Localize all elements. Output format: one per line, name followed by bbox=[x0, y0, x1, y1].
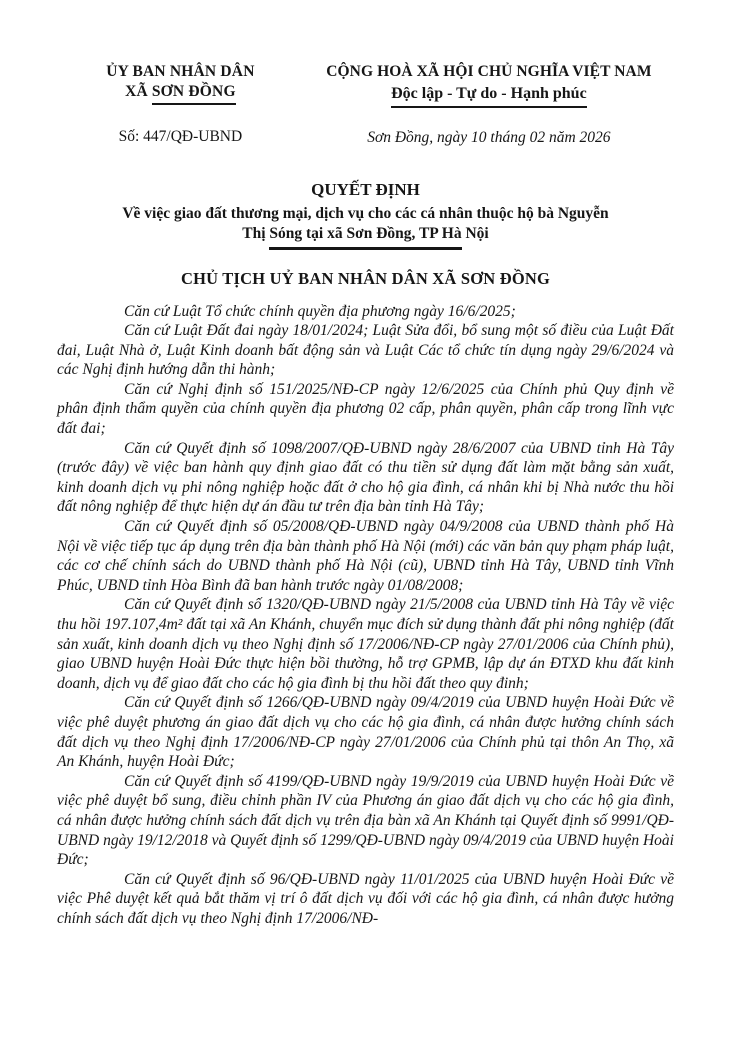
issuing-authority-line2 bbox=[57, 82, 304, 105]
motto-line-wrap bbox=[304, 85, 674, 108]
deciding-authority-line: CHỦ TỊCH UỶ BAN NHÂN DÂN XÃ SƠN ĐỒNG bbox=[181, 268, 550, 288]
subject-line-2: Thị Sóng tại xã Sơn Đồng, TP Hà Nội bbox=[242, 225, 489, 242]
legal-basis-paragraph: Căn cứ Nghị định số 151/2025/NĐ-CP ngày 12/6/2025 của Chính phủ Quy định về phân định thẩm quyền của chính quyền địa phương 02 cấp, phân quyền, phân cấp trong lĩnh vực đất đai; bbox=[57, 380, 674, 438]
national-motto-block bbox=[304, 62, 674, 147]
legal-basis-paragraph: Căn cứ Quyết định số 1320/QĐ-UBND ngày 21/5/2008 của UBND tỉnh Hà Tây về việc thu hồi 197.107,4m² đất tại xã An Khánh, chuyển mục đích sử dụng thành đất phi nông nghiệp (đất sản xuất, kinh doanh dịch vụ theo Nghị định số 17/2006/NĐ-CP ngày 27/01/2006 của Chính phủ), giao UBND huyện Hoài Đức thực hiện bồi thường, hỗ trợ GPMB, lập dự án ĐTXD khu đất kinh doanh, dịch vụ để giao đất cho các hộ gia đình bị thu hồi đất theo quy đinh; bbox=[57, 596, 674, 692]
legal-basis-paragraph: Căn cứ Quyết định số 05/2008/QĐ-UBND ngày 04/9/2008 của UBND thành phố Hà Nội về việc tiếp tục áp dụng trên địa bàn thành phố Hà Nội (mới) các văn bản quy phạm pháp luật, các cơ chế chính sách do UBND thành phố Hà Nội (cũ), UBND tỉnh Hà Tây, UBND tỉnh Vĩnh Phúc, UBND tỉnh Hòa Bình đã ban hành trước ngày 01/08/2008; bbox=[57, 518, 674, 594]
national-header-line: CỘNG HOÀ XÃ HỘI CHỦ NGHĨA VIỆT NAM bbox=[326, 63, 652, 80]
subject-line-1: Về việc giao đất thương mại, dịch vụ cho các cá nhân thuộc hộ bà Nguyễn bbox=[122, 205, 609, 222]
issuing-authority-line1: ỦY BAN NHÂN DÂN bbox=[106, 63, 255, 80]
legal-basis-paragraph: Căn cứ Quyết định số 4199/QĐ-UBND ngày 19/9/2019 của UBND huyện Hoài Đức về việc phê duyệt bổ sung, điều chỉnh phần IV của Phương án giao đất dịch vụ cho các hộ gia đình, cá nhân được hưởng chính sách đất dịch vụ trên địa bàn xã An Khánh tại Quyết định số 9991/QĐ-UBND ngày 19/12/2018 và Quyết định số 1299/QĐ-UBND ngày 09/4/2019 của UBND huyện Hoài Đức; bbox=[57, 772, 674, 869]
document-type-title: QUYẾT ĐỊNH bbox=[311, 180, 420, 199]
place-and-date: Sơn Đồng, ngày 10 tháng 02 năm 2026 bbox=[367, 129, 611, 146]
issuing-authority-name: SƠN ĐỒNG bbox=[152, 82, 236, 105]
legal-basis-paragraph: Căn cứ Quyết định số 1098/2007/QĐ-UBND ngày 28/6/2007 của UBND tỉnh Hà Tây (trước đây) về việc ban hành quy định giao đất có thu tiền sử dụng đất làm mặt bằng sản xuất, kinh doanh dịch vụ phi nông nghiệp hoặc đất ở cho hộ gia đình, cá nhân khi bị Nhà nước thu hồi đất nông nghiệp để thực hiện dự án đầu tư trên địa bàn tỉnh Hà Tây; bbox=[57, 439, 674, 516]
legal-basis-paragraph: Căn cứ Quyết định số 1266/QĐ-UBND ngày 09/4/2019 của UBND huyện Hoài Đức về việc phê duyệt phương án giao đất dịch vụ cho các hộ gia đình, cá nhân được hưởng chính sách đất dịch vụ theo Nghị định 17/2006/NĐ-CP ngày 27/01/2006 của Chính phủ tại thôn An Thọ, xã An Khánh, huyện Hoài Đức; bbox=[57, 694, 674, 771]
legal-basis-paragraph: Căn cứ Quyết định số 96/QĐ-UBND ngày 11/01/2025 của UBND huyện Hoài Đức về việc Phê duyệt kết quả bắt thăm vị trí ô đất dịch vụ đối với các hộ gia đình, cá nhân được hưởng chính sách đất dịch vụ theo Nghị định 17/2006/NĐ- bbox=[57, 870, 674, 927]
national-motto: Độc lập - Tự do - Hạnh phúc bbox=[391, 85, 587, 108]
document-number: Số: 447/QĐ-UBND bbox=[118, 128, 243, 145]
document-body bbox=[57, 302, 674, 929]
document-header bbox=[57, 62, 674, 147]
title-divider-rule bbox=[269, 247, 462, 250]
title-block bbox=[57, 180, 674, 289]
legal-basis-paragraph: Căn cứ Luật Đất đai ngày 18/01/2024; Luật Sửa đổi, bổ sung một số điều của Luật Đất đai, Luật Nhà ở, Luật Kinh doanh bất động sản và Luật Các tổ chức tín dụng ngày 29/6/2024 và các Nghị định hướng dẫn thi hành; bbox=[57, 322, 674, 379]
issuing-authority-block bbox=[57, 62, 304, 146]
legal-basis-paragraph: Căn cứ Luật Tổ chức chính quyền địa phương ngày 16/6/2025; bbox=[124, 302, 516, 320]
issuing-authority-prefix: XÃ bbox=[125, 83, 148, 100]
